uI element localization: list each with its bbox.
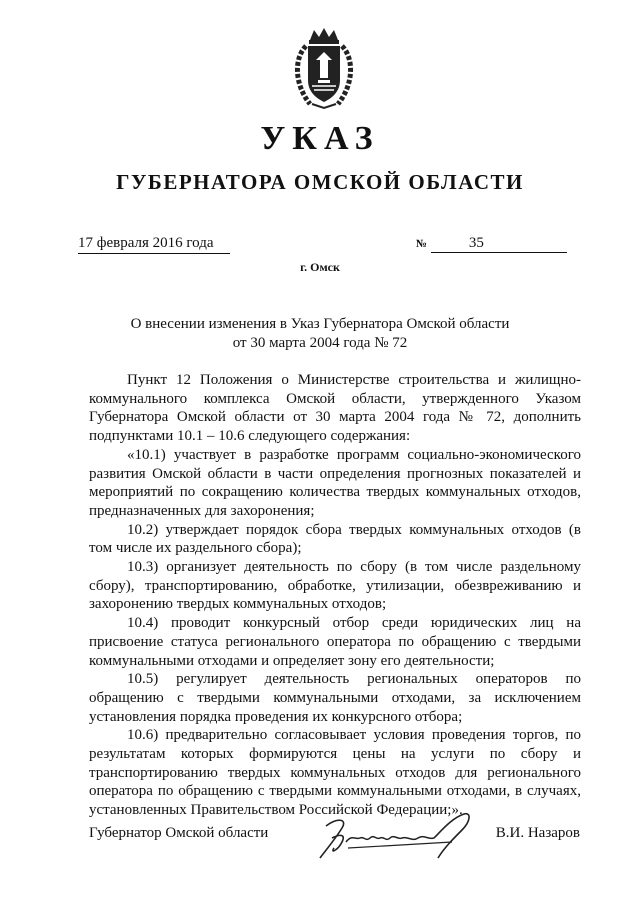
issuer-title: ГУБЕРНАТОРА ОМСКОЙ ОБЛАСТИ [116, 170, 524, 194]
document-type-title: УКАЗ [260, 120, 380, 157]
body-paragraph: Пункт 12 Положения о Министерстве строительства и жилищно-коммунального комплекса Омской области, утвержденного Указом Губернатора Омской области от 30 марта 2004 года № 72, дополнить подпунктами 10.1 – 10.6 следующего содержания: [89, 372, 581, 445]
document-heading-line-1: О внесении изменения в Указ Губернатора Омской области [130, 316, 510, 332]
body-paragraph: 10.6) предварительно согласовывает условия проведения торгов, по результатам которых формируются цены на услуги по сбору и транспортированию твердых коммунальных отходов для регионального оператора по обращению с твердыми коммунальными отходами, в случаях, установленных Правительством Российской Федерации;». [89, 727, 581, 819]
document-body [89, 371, 581, 820]
signatory-position: Губернатор Омской области [89, 825, 269, 841]
body-paragraph: «10.1) участвует в разработке программ социально-экономического развития Омской области в части определения прогнозных показателей и мероприятий по сокращению количества твердых коммунальных отходов, предназначенных для захоронения; [89, 446, 581, 519]
body-paragraph: 10.2) утверждает порядок сбора твердых коммунальных отходов (в том числе их раздельного сбора); [89, 521, 581, 557]
body-paragraph: 10.4) проводит конкурсный отбор среди юридических лиц на присвоение статуса регионального оператора по обращению с твердыми коммунальными отходами и определяет зону его деятельности; [89, 615, 581, 669]
document-heading-line-2: от 30 марта 2004 года № 72 [232, 335, 408, 351]
document-heading [60, 315, 580, 353]
body-paragraph: 10.5) регулирует деятельность региональных операторов по обращению с твердыми коммунальными отходами, за исключением установления порядка проведения их конкурсного отбора; [89, 671, 581, 725]
handwritten-signature [312, 808, 480, 864]
document-date: 17 февраля 2016 года [78, 235, 230, 254]
signatory-name: В.И. Назаров [495, 825, 580, 841]
body-paragraph: 10.3) организует деятельность по сбору (в том числе раздельному сбору), транспортированию, обработке, утилизации, обезвреживанию и захоронению твердых коммунальных отходов; [89, 559, 581, 613]
document-number: 35 [431, 235, 567, 253]
city-label: г. Омск [300, 260, 340, 274]
number-label: № [416, 238, 428, 250]
document-number-block [416, 235, 572, 253]
coat-of-arms-icon [292, 28, 356, 110]
